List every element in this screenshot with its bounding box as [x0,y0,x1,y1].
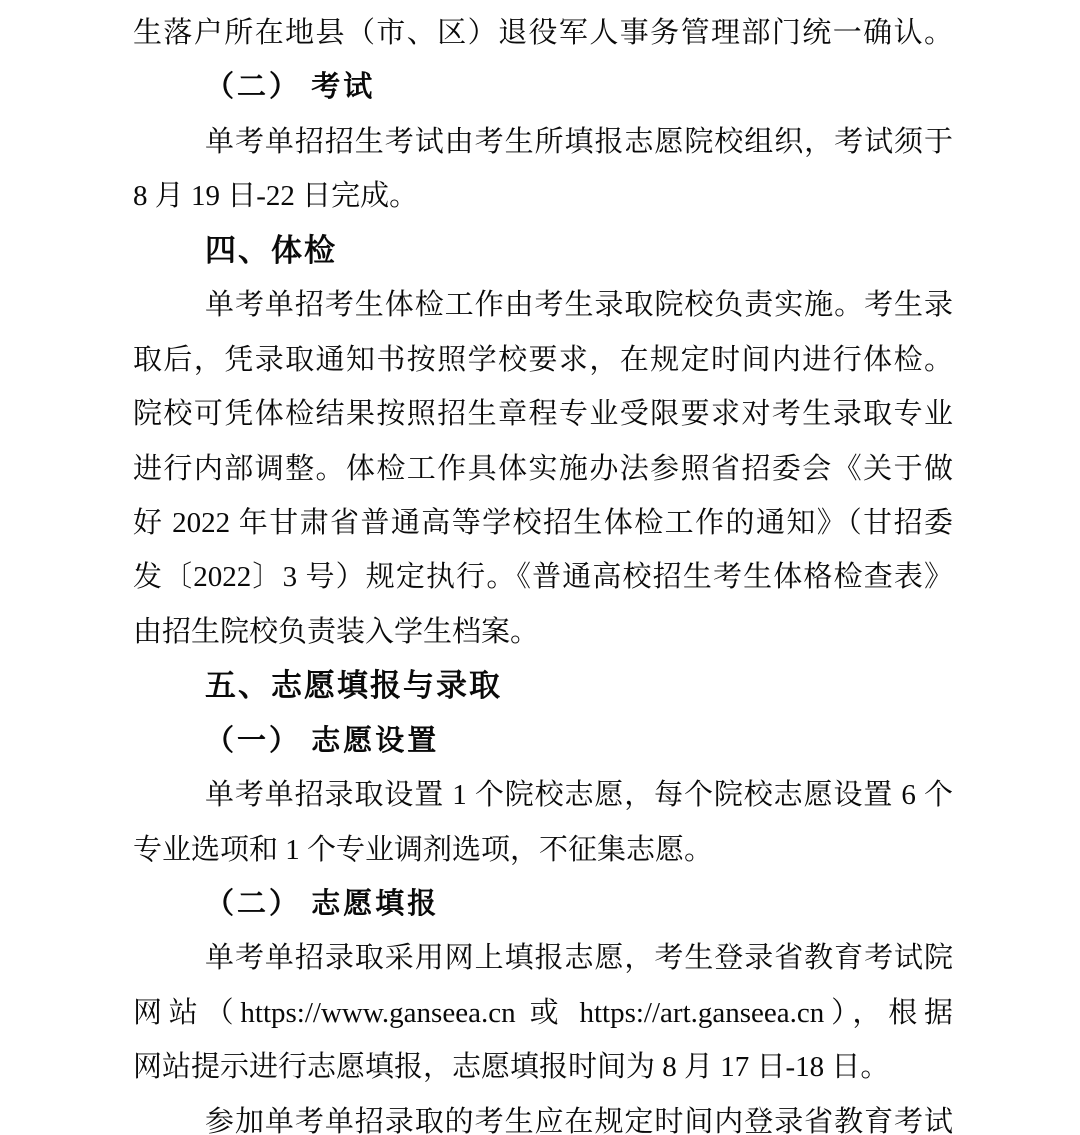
text-line: 单考单招录取采用网上填报志愿，考生登录省教育考试院 [205,942,953,975]
text-line: 网站（https://www.ganseea.cn 或 https://art.ganseea.cn），根据 [133,996,953,1029]
text-line: 单考单招录取设置 1 个院校志愿，每个院校志愿设置 6 个 [205,779,953,812]
text-line: 进行内部调整。体检工作具体实施办法参照省招委会《关于做 [133,452,953,485]
text-line: 单考单招考生体检工作由考生录取院校负责实施。考生录 [205,289,953,322]
text-line: 参加单考单招录取的考生应在规定时间内登录省教育考试 [205,1105,953,1135]
sub-heading: （二） 志愿填报 [205,888,440,920]
text-line: 专业选项和 1 个专业调剂选项，不征集志愿。 [133,833,714,866]
sub-heading: （二） 考试 [205,71,376,104]
section-heading: 四、体检 [205,232,337,268]
text-line: 生落户所在地县（市、区）退役军人事务管理部门统一确认。 [133,17,953,49]
document-body [133,6,953,1135]
text-line: 发〔2022〕3 号）规定执行。《普通高校招生考生体格检查表》 [133,561,953,594]
text-line: 单考单招招生考试由考生所填报志愿院校组织，考试须于 [205,125,953,158]
sub-heading: （一） 志愿设置 [205,724,440,757]
text-line: 网站提示进行志愿填报，志愿填报时间为 8 月 17 日-18 日。 [133,1051,890,1084]
text-line: 院校可凭体检结果按照招生章程专业受限要求对考生录取专业 [133,398,953,431]
section-heading: 五、志愿填报与录取 [205,668,502,704]
text-line: 8 月 19 日-22 日完成。 [133,180,419,213]
text-line: 取后，凭录取通知书按照学校要求，在规定时间内进行体检。 [133,343,953,376]
text-line: 由招生院校负责装入学生档案。 [133,615,540,648]
text-line: 好 2022 年甘肃省普通高等学校招生体检工作的通知》（甘招委 [133,506,953,539]
